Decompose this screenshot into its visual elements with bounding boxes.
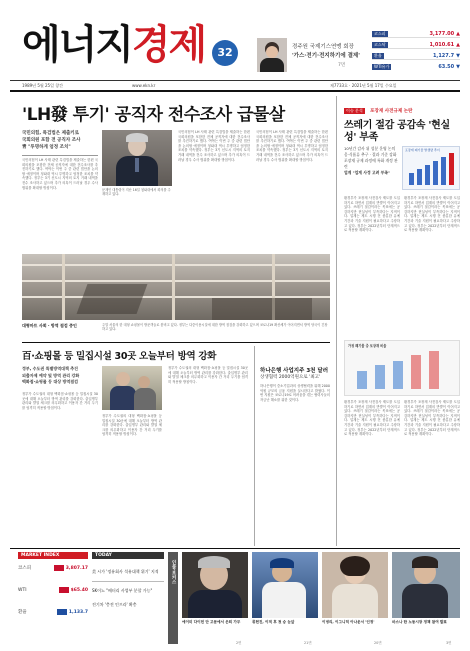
market-change: ▼ <box>456 52 460 59</box>
market-index-arrow <box>54 565 64 571</box>
lead-sub: 靑 "투명하게 엄정 조치" <box>22 145 71 150</box>
lead-body-col2: 국민의힘이 LH 사태 관련 특검법을 제출하는 한편 국회의원을 포함한 전체 공직자에 대한 전수조사를 추진하기로 했다. 여야는 이번 주 중 관련 법안을 논의할 예정이며 청와대 역시 투명하고 엄정한 조치를 약속했다. 정부는 3기 신도시 지역의 토지 거래 내역을 전수 조사하고 있으며 추가 의혹이 드러날 경우 수사 범위를 확대할 방침이다. <box>178 130 250 162</box>
today-item[interactable]: 전기차 '충전 인프라' 확충 <box>92 601 137 607</box>
columnist-tag: 7면 <box>338 63 346 68</box>
right-body-col3: 환경부가 포장재 사전검사 제도를 도입하기로 하면서 업계의 반발이 이어지고 있다. 쓰레기 절감이라는 목표에는 공감하지만 현실성이 부족하다는 지적이다. 업계는 제도 시행 전 충분한 유예 기간과 기술 지원이 필요하다고 주장하고 있다. 정부는 2022년부터 단계적으로 적용할 계획이다. <box>344 400 400 437</box>
chart1-title: 포장재 폐기물 발생량 추이 <box>405 148 440 152</box>
market-index-box <box>18 552 88 644</box>
second-body-col3: 정부가 수도권의 대형 백화점·쇼핑몰 등 밀집시설 30곳에 대해 오늘부터 방역 관리를 강화한다. 출입명부 관리와 발열 체크를 의무화하고 이용자 간 거리 두기를 엄격히 적용할 방침이다. <box>168 366 248 384</box>
chart2-title: 가정 폐기물 중 포장재 비율 <box>348 344 387 348</box>
people-caption[interactable]: 에이미 다이먼 단 고문에서 은퇴 가무 <box>182 620 241 624</box>
sidebar-body: 하나은행이 중소기업과의 상생협력을 위해 2000억원 규모의 금융 지원을 실시한다고 밝혔다. 이번 지원은 코로나19로 어려움을 겪는 협력사들의 자금난 해소를 위한 것이다. <box>260 384 330 402</box>
second-body-col2: 정부가 수도권의 대형 백화점·쇼핑몰 등 밀집시설 30곳에 대해 오늘부터 방역 관리를 강화한다. 출입명부 관리와 발열 체크를 의무화하고 이용자 간 거리 두기를 엄격히 적용할 방침이다. <box>102 414 162 437</box>
people-page: 3면 <box>446 641 452 645</box>
market-name: 환율 <box>374 52 382 58</box>
main-photo-mall <box>22 254 330 320</box>
chart1-bar <box>409 173 414 185</box>
market-index-value: 1,133.7 <box>68 609 88 615</box>
website: www.ekn.kr <box>132 83 156 88</box>
right-sub: 10년간 감사 위 성분 운영 논의 <box>344 146 396 151</box>
chart2-bar <box>393 361 403 389</box>
right-kicker <box>344 108 412 114</box>
sidebar-headline: 하나은행 사업지주 3천 달러 <box>260 368 329 374</box>
second-sub: 백화점·쇼핑몰 등 대상 방역점검 <box>22 379 78 384</box>
right-sub: 포장재 규제 과정에 특화 개정 관련 <box>344 158 398 169</box>
market-name: 코스피 <box>374 30 386 36</box>
right-body-col2: 환경부가 포장재 사전검사 제도를 도입하기로 하면서 업계의 반발이 이어지고 있다. 쓰레기 절감이라는 목표에는 공감하지만 현실성이 부족하다는 지적이다. 업계는 제도 시행 전 충분한 유예 기간과 기술 지원이 필요하다고 주장하고 있다. 정부는 2022년부터 단계적으로 적용할 계획이다. <box>404 196 460 233</box>
second-subheads <box>22 366 98 386</box>
market-mini-box <box>372 30 460 74</box>
chart1-bar <box>425 165 430 185</box>
people-photo-2 <box>252 552 318 618</box>
people-label-text: 인물·포커스 <box>171 560 176 585</box>
chart1-bar <box>417 169 422 185</box>
people-photo-4 <box>392 552 460 618</box>
market-change: ▲ <box>456 41 460 48</box>
market-index-row <box>18 609 88 615</box>
lead-sub: 국민의힘, 특검법은 제출키로 <box>22 131 80 136</box>
people-caption[interactable]: 이녕리, 이그니덕 아나운서 '인정' <box>322 620 375 624</box>
market-index-value: $65.40 <box>70 587 88 593</box>
market-change: ▼ <box>456 64 460 70</box>
market-name: 코스닥 <box>374 41 386 47</box>
anniversary-number: 32 <box>217 46 233 59</box>
second-body-col1: 정부가 수도권의 대형 백화점·쇼핑몰 등 밀집시설 30곳에 대해 오늘부터 방역 관리를 강화한다. 출입명부 관리와 발열 체크를 의무화하고 이용자 간 거리 두기를 엄격히 적용할 방침이다. <box>22 392 98 410</box>
market-index-arrow <box>57 609 67 615</box>
people-page: 2면 <box>236 641 242 645</box>
logo-black: 에너지 <box>22 22 132 68</box>
market-value: 63.50 <box>438 64 455 70</box>
market-change: ▲ <box>456 30 460 37</box>
chart2-bar <box>429 351 439 389</box>
right-headline: 쓰레기 절감 공감속 '현실성' 부족 <box>344 120 450 143</box>
second-sub: 외출자제 예약 및 방역 관리 강화 <box>22 372 80 378</box>
kicker-topic: 포장재 사전규제 논란 <box>370 109 413 114</box>
logo-red: 경제 <box>131 22 206 68</box>
main-photo-caption-title: 대형마트 사회 · 방역 점검 중인 <box>22 323 77 328</box>
columnist-photo <box>257 38 287 72</box>
market-value: 3,177.00 <box>429 30 455 37</box>
second-photo <box>102 366 162 410</box>
right-sub: 업계 "업계 사정 고려 부족" <box>344 170 390 175</box>
people-page: 20면 <box>374 641 382 645</box>
chart2-bar <box>357 371 367 389</box>
lead-headline: 'LH發 투기' 공직자 전수조사 급물살 <box>22 105 285 125</box>
second-sub: 정부, 수도권 특별방역대책 추진 <box>22 366 78 371</box>
chart1-bar <box>441 157 446 185</box>
chart2-bar <box>375 365 385 389</box>
chart2-bar <box>411 355 421 389</box>
lead-photo <box>102 130 172 186</box>
today-item[interactable]: 美 시가 '정유회사 석유대책 위기' 지적 <box>92 569 159 574</box>
market-index-arrow <box>59 587 69 593</box>
people-photo-3 <box>322 552 388 618</box>
lead-body-col1: 국민의힘이 LH 사태 관련 특검법을 제출하는 한편 국회의원을 포함한 전체 공직자에 대한 전수조사를 추진하기로 했다. 여야는 이번 주 중 관련 법안을 논의할 예정이며 청와대 역시 투명하고 엄정한 조치를 약속했다. 정부는 3기 신도시 지역의 토지 거래 내역을 전수 조사하고 있으며 추가 의혹이 드러날 경우 수사 범위를 확대할 방침이다. <box>22 158 98 190</box>
people-page: 21면 <box>304 641 312 645</box>
market-index-title: MARKET INDEX <box>18 552 88 559</box>
right-sub: 음·식품류 추구 · 결과 기준 강화 <box>344 152 397 157</box>
market-value: 1,127.7 <box>432 52 455 59</box>
right-body-col4: 환경부가 포장재 사전검사 제도를 도입하기로 하면서 업계의 반발이 이어지고 있다. 쓰레기 절감이라는 목표에는 공감하지만 현실성이 부족하다는 지적이다. 업계는 제도 시행 전 충분한 유예 기간과 기술 지원이 필요하다고 주장하고 있다. 정부는 2022년부터 단계적으로 적용할 계획이다. <box>404 400 460 437</box>
people-caption[interactable]: 류현진, 이적 후 첫 승 눈앞 <box>252 620 295 624</box>
market-index-name: 코스피 <box>18 566 32 571</box>
chart1-bar <box>449 153 454 185</box>
market-index-row <box>18 565 88 571</box>
dateline-right: 제7733호 · 2021년 5월 17일 수요일 <box>330 83 397 88</box>
columnist-line2: '가스·전기·전지하기에 결제' <box>292 53 360 59</box>
market-mini-row <box>372 41 460 49</box>
market-name: WTI유가 <box>374 64 390 69</box>
people-photo-1 <box>182 552 248 618</box>
today-title: TODAY <box>92 552 164 559</box>
lead-subheads <box>22 130 98 151</box>
right-body-col1: 환경부가 포장재 사전검사 제도를 도입하기로 하면서 업계의 반발이 이어지고 있다. 쓰레기 절감이라는 목표에는 공감하지만 현실성이 부족하다는 지적이다. 업계는 제도 시행 전 충분한 유예 기간과 기술 지원이 필요하다고 주장하고 있다. 정부는 2022년부터 단계적으로 적용할 계획이다. <box>344 196 400 233</box>
today-box <box>92 552 164 644</box>
right-subheads <box>344 146 398 176</box>
chart1-bar <box>433 161 438 185</box>
market-index-name: 환율 <box>18 610 27 615</box>
market-mini-row <box>372 52 460 60</box>
sidebar-sub: 상생협력 2000억원으로 '최고' <box>260 375 321 380</box>
lead-body-col3: 국민의힘이 LH 사태 관련 특검법을 제출하는 한편 국회의원을 포함한 전체 공직자에 대한 전수조사를 추진하기로 했다. 여야는 이번 주 중 관련 법안을 논의할 예정이며 청와대 역시 투명하고 엄정한 조치를 약속했다. 정부는 3기 신도시 지역의 토지 거래 내역을 전수 조사하고 있으며 추가 의혹이 드러날 경우 수사 범위를 확대할 방침이다. <box>256 130 328 162</box>
market-mini-row <box>372 63 460 71</box>
dateline-left: 1989년 5월 25일 창간 <box>22 83 63 88</box>
kicker-badge: 이슈 분석 <box>346 108 363 113</box>
logo <box>22 22 205 68</box>
today-item[interactable]: SK이노 "배터리 사업부 분할 가능" <box>92 587 153 593</box>
market-index-name: WTI <box>18 587 27 593</box>
lead-sub: 국회의원 포함 전 공직자 조사 <box>22 138 81 143</box>
columnist-line1: 경주원 국제기스연맹 회장 <box>292 44 354 50</box>
market-value: 1,010.61 <box>429 41 455 48</box>
lead-photo-caption: 문재인 대통령이 지난 16일 청와대에서 회의를 주재하고 있다. <box>102 188 171 197</box>
people-label <box>168 552 178 644</box>
second-headline: 百·쇼핑몰 등 밀집시설 30곳 오늘부터 방역 강화 <box>22 351 217 362</box>
main-photo-caption-body: 주말 서울의 한 대형 쇼핑몰이 방문객들로 붐비고 있다. 정부는 다중이용시설에 대한 방역 점검을 강화하고 있으며 코로나19 확산세가 이어지면서 방역 당국이 긴장하고 있다. <box>102 323 328 332</box>
market-mini-row <box>372 30 460 38</box>
market-index-row <box>18 587 88 593</box>
market-index-value: 3,807.17 <box>65 565 88 571</box>
anniversary-badge <box>212 40 238 66</box>
masthead <box>0 0 470 95</box>
people-caption[interactable]: 마스나 한 노동시장 정책 참여 발표 <box>392 620 447 624</box>
right-chart-2 <box>344 340 460 396</box>
right-chart-1 <box>402 146 460 190</box>
